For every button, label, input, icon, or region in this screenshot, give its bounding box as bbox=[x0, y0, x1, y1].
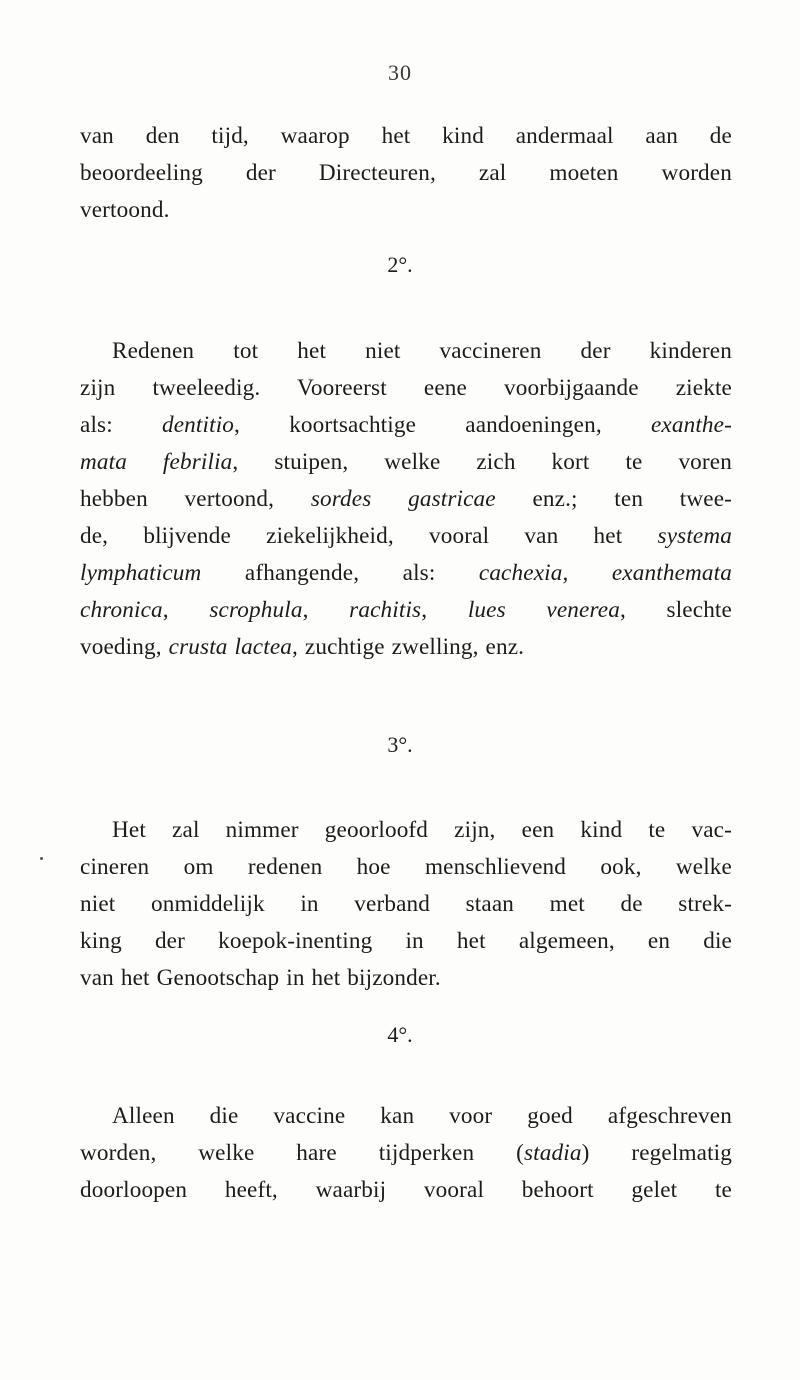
text-line: cineren om redenen hoe menschlievend ook, welke bbox=[80, 854, 732, 880]
section-3-paragraph bbox=[80, 812, 732, 997]
text-line: worden, welke hare tijdperken (stadia) regelmatig bbox=[80, 1140, 732, 1166]
text-line: Redenen tot het niet vaccineren der kinderen bbox=[112, 338, 732, 364]
text-line: king der koepok-inenting in het algemeen, en die bbox=[80, 928, 732, 954]
text-line: zijn tweeleedig. Vooreerst eene voorbijgaande ziekte bbox=[80, 375, 732, 401]
text-line: mata febrilia, stuipen, welke zich kort te voren bbox=[80, 449, 732, 475]
text-line: voeding, crusta lactea, zuchtige zwelling, enz. bbox=[80, 634, 525, 660]
text-line: Alleen die vaccine kan voor goed afgeschreven bbox=[112, 1103, 732, 1129]
page-number: 30 bbox=[388, 60, 412, 85]
text-line: doorloopen heeft, waarbij vooral behoort gelet te bbox=[80, 1177, 732, 1203]
text-line: beoordeeling der Directeuren, zal moeten worden bbox=[80, 160, 732, 186]
text-line: van het Genootschap in het bijzonder. bbox=[80, 965, 441, 991]
intro-paragraph bbox=[80, 118, 732, 229]
section-4-paragraph bbox=[80, 1098, 732, 1209]
text-line: als: dentitio, koortsachtige aandoeningen, exanthe- bbox=[80, 412, 732, 438]
text-line: lymphaticum afhangende, als: cachexia, exanthemata bbox=[80, 560, 732, 586]
section-4-number: 4°. bbox=[387, 1022, 413, 1047]
section-3-number: 3°. bbox=[387, 732, 413, 757]
text-line: van den tijd, waarop het kind andermaal aan de bbox=[80, 123, 732, 149]
section-2-paragraph bbox=[80, 333, 732, 666]
text-line: chronica, scrophula, rachitis, lues venerea, slechte bbox=[80, 597, 732, 623]
text-line: vertoond. bbox=[80, 197, 170, 223]
text-line: de, blijvende ziekelijkheid, vooral van het systema bbox=[80, 523, 732, 549]
text-line: hebben vertoond, sordes gastricae enz.; ten twee- bbox=[80, 486, 733, 512]
margin-mark bbox=[40, 857, 43, 860]
text-line: niet onmiddelijk in verband staan met de strek- bbox=[80, 891, 732, 917]
text-line: Het zal nimmer geoorloofd zijn, een kind te vac- bbox=[112, 817, 732, 843]
section-2-number: 2°. bbox=[387, 252, 413, 277]
